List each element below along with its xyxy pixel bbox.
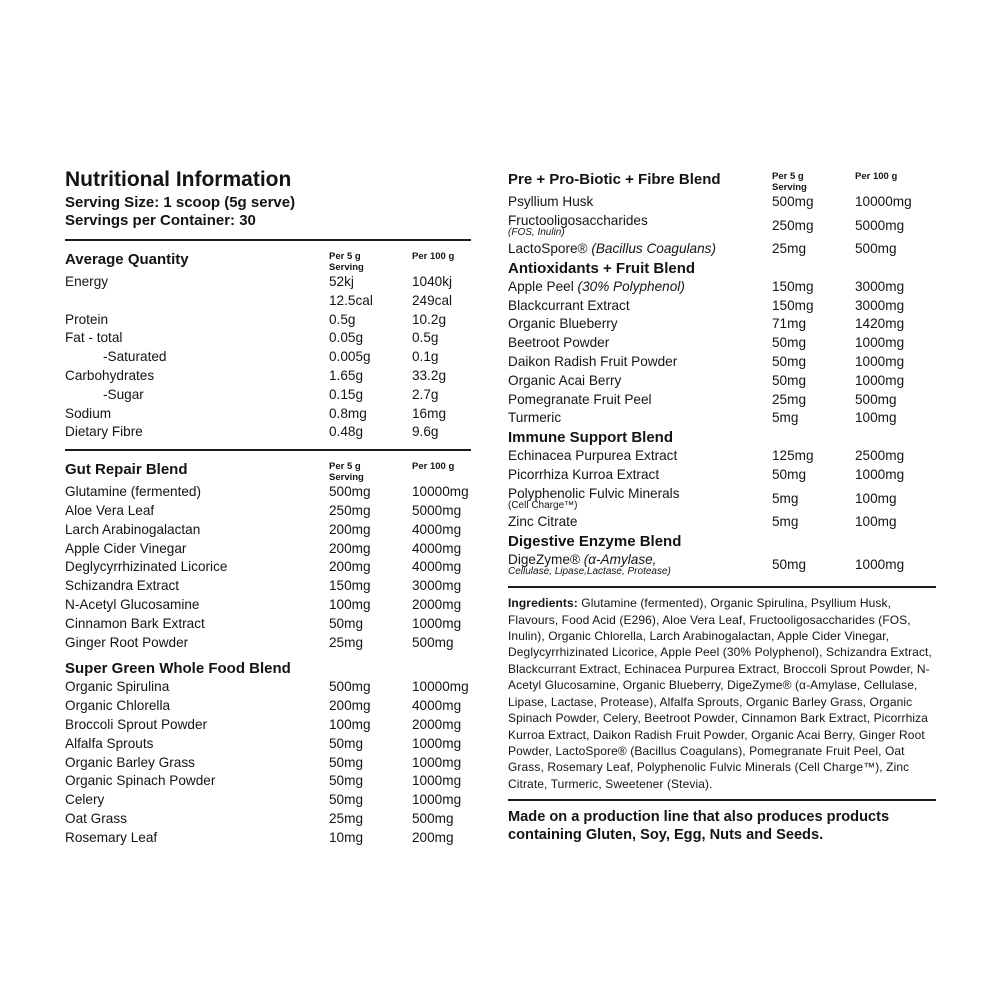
value-per-100g: 1420mg (855, 316, 905, 332)
table-row (508, 193, 936, 212)
value-per-serving: 250mg (772, 217, 814, 233)
divider (65, 449, 471, 451)
serving-size: Serving Size: 1 scoop (5g serve) (65, 194, 296, 211)
table-row (65, 483, 471, 502)
table-row (65, 678, 471, 697)
row-label: Pomegranate Fruit Peel (508, 391, 652, 407)
value-per-100g: 0.1g (412, 349, 439, 365)
value-per-serving: 50mg (329, 735, 364, 751)
row-label: Polyphenolic Fulvic Minerals (Cell Charge™) (508, 485, 772, 513)
value-per-100g: 1000mg (855, 467, 905, 483)
table-row (65, 754, 471, 773)
row-label: Glutamine (fermented) (65, 484, 201, 500)
value-per-serving: 10mg (329, 829, 364, 845)
value-per-serving: 25mg (329, 810, 364, 826)
value-per-serving: 200mg (329, 698, 371, 714)
value-per-serving: 200mg (329, 540, 371, 556)
section-title-immune: Immune Support Blend (508, 429, 673, 447)
value-per-100g: 100mg (855, 490, 897, 506)
pre-pro-biotic-table (508, 193, 936, 259)
row-label: -Saturated (103, 349, 167, 365)
value-per-100g: 2.7g (412, 386, 439, 402)
row-label: Organic Chlorella (65, 698, 171, 714)
row-label: Fat - total (65, 330, 123, 346)
table-row (508, 353, 936, 372)
row-label: Energy (65, 274, 109, 289)
value-per-serving: 100mg (329, 716, 371, 732)
row-label: Protein (65, 311, 109, 327)
table-row (65, 829, 471, 848)
section-header-average-quantity (65, 250, 471, 273)
row-sublabel: (Cell Charge™) (508, 499, 578, 511)
value-per-100g: 10.2g (412, 311, 447, 327)
row-label: Psyllium Husk (508, 194, 594, 209)
row-label: Organic Spinach Powder (65, 773, 216, 789)
table-row (508, 485, 936, 513)
value-per-serving: 5mg (772, 410, 799, 426)
value-per-100g: 5000mg (412, 502, 462, 518)
table-row (65, 558, 471, 577)
table-row (65, 311, 471, 330)
value-per-100g: 1000mg (855, 354, 905, 370)
value-per-100g: 1000mg (412, 792, 462, 808)
value-per-serving: 0.15g (329, 386, 364, 402)
table-row (65, 772, 471, 791)
value-per-100g: 9.6g (412, 424, 439, 440)
row-label: Dietary Fibre (65, 424, 143, 440)
right-column (508, 170, 936, 844)
table-row (65, 367, 471, 386)
value-per-serving: 0.48g (329, 424, 364, 440)
row-label: Alfalfa Sprouts (65, 735, 154, 751)
row-label: Carbohydrates (65, 367, 155, 383)
value-per-100g: 1000mg (855, 335, 905, 351)
value-per-serving: 1.65g (329, 367, 364, 383)
value-per-serving: 0.005g (329, 349, 371, 365)
table-row (65, 423, 471, 442)
value-per-100g: 5000mg (855, 217, 905, 233)
row-label: Daikon Radish Fruit Powder (508, 354, 678, 370)
value-per-serving: 500mg (772, 194, 814, 209)
table-row (508, 551, 936, 579)
value-per-serving: 50mg (329, 773, 364, 789)
table-row (65, 697, 471, 716)
table-row (65, 405, 471, 424)
value-per-serving: 71mg (772, 316, 807, 332)
row-label: -Sugar (103, 386, 144, 402)
value-per-serving: 50mg (772, 556, 807, 572)
col-header-per-100g: Per 100 g (855, 171, 898, 182)
table-row (65, 292, 471, 311)
ingredients-paragraph (508, 595, 936, 792)
col-header-per-serving: Per 5 g Serving (329, 251, 364, 273)
divider (65, 239, 471, 241)
value-per-serving: 0.8mg (329, 405, 367, 421)
value-per-100g: 3000mg (412, 578, 462, 594)
value-per-100g: 0.5g (412, 330, 439, 346)
value-per-100g: 1000mg (855, 556, 905, 572)
value-per-serving: 5mg (772, 514, 799, 530)
section-title-super-green: Super Green Whole Food Blend (65, 660, 291, 678)
row-label: Echinacea Purpurea Extract (508, 448, 678, 464)
value-per-100g: 2500mg (855, 448, 905, 464)
table-row (508, 409, 936, 428)
value-per-serving: 200mg (329, 559, 371, 575)
value-per-100g: 4000mg (412, 540, 462, 556)
table-row (65, 273, 471, 292)
value-per-serving: 50mg (329, 754, 364, 770)
value-per-serving: 0.5g (329, 311, 356, 327)
row-label: Organic Blueberry (508, 316, 618, 332)
table-row (508, 278, 936, 297)
value-per-100g: 10000mg (412, 484, 469, 500)
value-per-serving: 5mg (772, 490, 799, 506)
value-per-100g: 100mg (855, 410, 897, 426)
table-row (508, 212, 936, 240)
row-label: Sodium (65, 405, 112, 421)
table-row (65, 791, 471, 810)
value-per-100g: 16mg (412, 405, 447, 421)
row-label: LactoSpore® (Bacillus Coagulans) (508, 241, 716, 257)
table-row (65, 615, 471, 634)
value-per-serving: 50mg (772, 372, 807, 388)
value-per-100g: 33.2g (412, 367, 447, 383)
digestive-table (508, 551, 936, 579)
value-per-100g: 1000mg (412, 735, 462, 751)
row-label: Ginger Root Powder (65, 634, 189, 650)
row-label: Beetroot Powder (508, 335, 610, 351)
row-sublabel: (FOS, Inulin) (508, 226, 565, 238)
immune-table (508, 447, 936, 532)
table-row (65, 540, 471, 559)
value-per-100g: 1000mg (412, 754, 462, 770)
section-header-gut-repair (65, 460, 471, 483)
section-header-pre-pro-biotic (508, 170, 936, 193)
value-per-100g: 500mg (412, 810, 454, 826)
row-label: Larch Arabinogalactan (65, 521, 201, 537)
table-row (65, 634, 471, 653)
value-per-100g: 2000mg (412, 716, 462, 732)
col-header-per-serving: Per 5 g Serving (772, 171, 807, 193)
ingredients-text: Glutamine (fermented), Organic Spirulina, Psyllium Husk, Flavours, Food Acid (E296), Aloe Vera Leaf, Fructooligosaccharides (FOS, Inulin), Organic Chlorella, Larch Arabinogalactan, Apple Cider Vinegar, Deglycyrrhizinated Licorice, Apple Peel (30% Polyphenol), Schizandra Extract, Blackcurrant Extract, Echinacea Purpurea Extract, Broccoli Sprout Powder, N-Acetyl Glucosamine, Organic Blueberry, DigeZyme® (α-Amylase, Cellulase, Lipase, Lactase, Protease), Alfalfa Sprouts, Organic Barley Grass, Organic Spinach Powder, Celery, Beetroot Powder, Cinnamon Bark Extract, Picorrhiza Kurroa Extract, Daikon Radish Fruit Powder, Organic Acai Berry, Ginger Root Powder, LactoSpore® (Bacillus Coagulans), Pomegranate Fruit Peel, Oat Grass, Rosemary Leaf, Polyphenolic Fulvic Minerals (Cell Charge™), Zinc Citrate, Turmeric, Sweetener (Stevia). (508, 596, 932, 791)
value-per-100g: 2000mg (412, 596, 462, 612)
value-per-serving: 52kj (329, 274, 354, 289)
table-row (65, 521, 471, 540)
row-label: Celery (65, 792, 105, 808)
table-row (65, 577, 471, 596)
servings-per-container: Servings per Container: 30 (65, 212, 256, 229)
value-per-100g: 1000mg (412, 615, 462, 631)
value-per-100g: 4000mg (412, 559, 462, 575)
value-per-100g: 1000mg (412, 773, 462, 789)
table-row (65, 716, 471, 735)
value-per-serving: 150mg (772, 278, 814, 294)
value-per-serving: 0.05g (329, 330, 364, 346)
left-column (65, 168, 471, 848)
value-per-100g: 10000mg (412, 679, 469, 695)
value-per-serving: 125mg (772, 448, 814, 464)
value-per-100g: 249cal (412, 292, 453, 308)
value-per-100g: 1000mg (855, 372, 905, 388)
gut-repair-table (65, 483, 471, 652)
section-title-digestive: Digestive Enzyme Blend (508, 532, 682, 550)
table-row (65, 329, 471, 348)
value-per-serving: 150mg (329, 578, 371, 594)
row-label: Schizandra Extract (65, 578, 180, 594)
value-per-100g: 4000mg (412, 521, 462, 537)
table-row (508, 315, 936, 334)
row-label: Fructooligosaccharides (FOS, Inulin) (508, 212, 772, 240)
row-label: Blackcurrant Extract (508, 297, 630, 313)
row-label: Aloe Vera Leaf (65, 502, 155, 518)
table-row (508, 466, 936, 485)
row-label: Oat Grass (65, 810, 127, 826)
value-per-serving: 25mg (772, 391, 807, 407)
row-label: Zinc Citrate (508, 514, 578, 530)
value-per-serving: 25mg (772, 241, 807, 257)
table-row (65, 502, 471, 521)
row-label: Turmeric (508, 410, 562, 426)
ingredients-label: Ingredients: (508, 596, 578, 611)
section-title-antioxidants: Antioxidants + Fruit Blend (508, 259, 696, 277)
value-per-100g: 3000mg (855, 278, 905, 294)
page-title: Nutritional Information (65, 168, 292, 191)
antioxidants-table (508, 278, 936, 428)
value-per-serving: 100mg (329, 596, 371, 612)
value-per-serving: 150mg (772, 297, 814, 313)
value-per-100g: 500mg (412, 634, 454, 650)
divider (508, 799, 936, 801)
allergen-statement: Made on a production line that also produces products containing Gluten, Soy, Egg, Nuts and Seeds. (508, 809, 890, 844)
section-title-average-quantity: Average Quantity (65, 251, 189, 268)
table-row (508, 334, 936, 353)
value-per-serving: 50mg (329, 792, 364, 808)
table-row (508, 372, 936, 391)
row-label: Apple Peel (30% Polyphenol) (508, 278, 685, 294)
value-per-100g: 3000mg (855, 297, 905, 313)
table-row (508, 513, 936, 532)
value-per-serving: 250mg (329, 502, 371, 518)
col-header-per-100g: Per 100 g (412, 251, 455, 262)
row-label: Cinnamon Bark Extract (65, 615, 205, 631)
value-per-serving: 50mg (329, 615, 364, 631)
row-label: Organic Acai Berry (508, 372, 622, 388)
col-header-per-100g: Per 100 g (412, 461, 455, 473)
row-label: N-Acetyl Glucosamine (65, 596, 200, 612)
col-header-per-serving: Per 5 g Serving (329, 461, 364, 483)
table-row (65, 735, 471, 754)
super-green-table (65, 678, 471, 847)
value-per-serving: 12.5cal (329, 292, 373, 308)
value-per-serving: 25mg (329, 634, 364, 650)
value-per-100g: 200mg (412, 829, 454, 845)
row-label: DigeZyme® (α-Amylase, Cellulase, Lipase,Lactase, Protease) (508, 551, 772, 579)
value-per-100g: 10000mg (855, 194, 912, 209)
row-label: Rosemary Leaf (65, 829, 158, 845)
section-title-pre-pro-biotic: Pre + Pro-Biotic + Fibre Blend (508, 171, 721, 188)
value-per-serving: 50mg (772, 354, 807, 370)
value-per-serving: 500mg (329, 679, 371, 695)
table-row (508, 240, 936, 259)
row-label: Organic Barley Grass (65, 754, 195, 770)
table-row (65, 348, 471, 367)
table-row (508, 391, 936, 410)
table-row (65, 386, 471, 405)
value-per-100g: 500mg (855, 391, 897, 407)
table-row (65, 596, 471, 615)
value-per-100g: 100mg (855, 514, 897, 530)
row-label: Broccoli Sprout Powder (65, 716, 208, 732)
row-label: Deglycyrrhizinated Licorice (65, 559, 228, 575)
value-per-100g: 4000mg (412, 698, 462, 714)
value-per-serving: 50mg (772, 335, 807, 351)
divider (508, 586, 936, 588)
value-per-100g: 500mg (855, 241, 897, 257)
value-per-serving: 500mg (329, 484, 371, 500)
row-label: Organic Spirulina (65, 679, 170, 695)
average-quantity-table (65, 273, 471, 442)
section-title-gut-repair: Gut Repair Blend (65, 461, 188, 479)
value-per-100g: 1040kj (412, 274, 453, 289)
table-row (508, 297, 936, 316)
row-sublabel: Cellulase, Lipase,Lactase, Protease) (508, 565, 671, 577)
table-row (508, 447, 936, 466)
value-per-serving: 50mg (772, 467, 807, 483)
row-label: Apple Cider Vinegar (65, 540, 187, 556)
value-per-serving: 200mg (329, 521, 371, 537)
table-row (65, 810, 471, 829)
row-label: Picorrhiza Kurroa Extract (508, 467, 660, 483)
